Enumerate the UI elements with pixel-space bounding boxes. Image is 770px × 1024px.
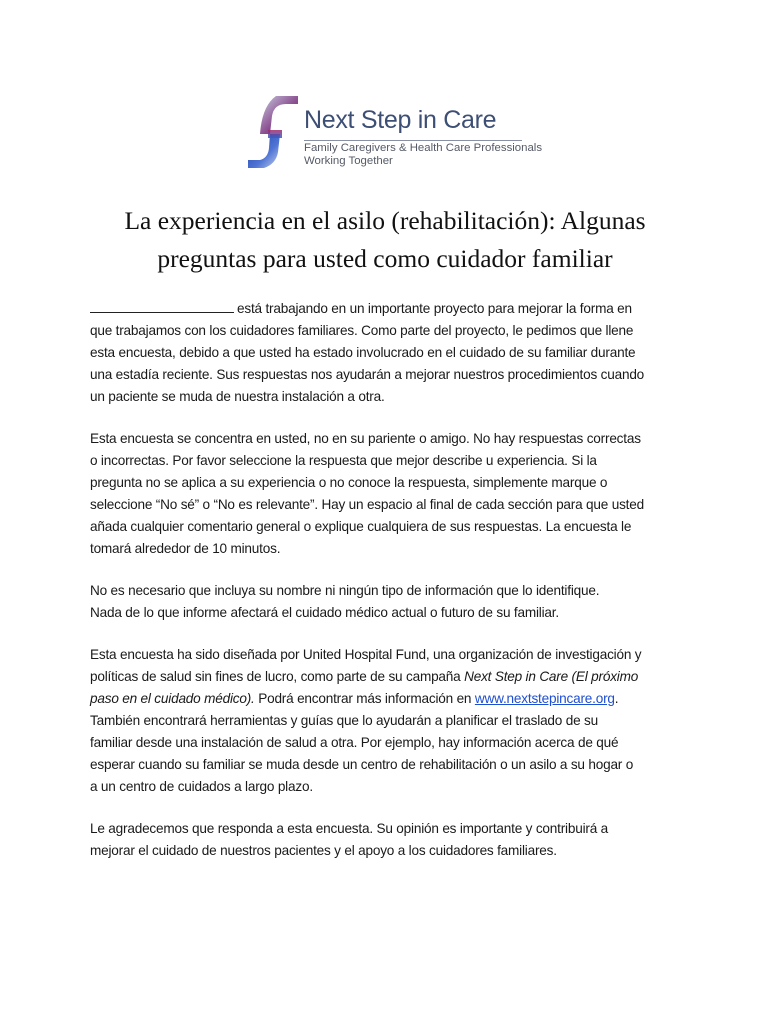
paragraph-line: También encontrará herramientas y guías que lo ayudarán a planificar el traslado de su — [90, 713, 598, 728]
paragraph-line: Le agradecemos que responda a esta encuesta. Su opinión es importante y contribuirá a — [90, 821, 609, 836]
paragraph-line: seleccione “No sé” o “No es relevante”. Hay un espacio al final de cada sección para que usted — [90, 497, 644, 512]
paragraph-thanks — [90, 818, 690, 862]
paragraph-text: Podrá encontrar más información en — [254, 691, 475, 706]
logo-tagline-line1: Family Caregivers & Health Care Professionals — [304, 142, 543, 154]
paragraph-line — [90, 666, 690, 688]
paragraph-line: o incorrectas. Por favor seleccione la respuesta que mejor describe u experiencia. Si la — [90, 453, 597, 468]
paragraph-line: añada cualquier comentario general o explique cualquiera de sus respuestas. La encuesta le — [90, 519, 632, 534]
title-line-1: La experiencia en el asilo (rehabilitación): Algunas — [124, 206, 646, 235]
logo-name: Next Step in Care — [304, 106, 497, 134]
logo-divider — [304, 140, 522, 141]
document-body — [90, 298, 690, 882]
logo-mark-icon — [246, 94, 308, 174]
website-link[interactable]: www.nextstepincare.org — [474, 691, 615, 706]
paragraph-line: Esta encuesta se concentra en usted, no en su pariente o amigo. No hay respuestas correctas — [90, 431, 641, 446]
campaign-name: Next Step in Care (El próximo — [464, 669, 639, 684]
document-title — [40, 202, 730, 278]
paragraph-instructions — [90, 428, 690, 560]
paragraph-line: mejorar el cuidado de nuestros pacientes y el apoyo a los cuidadores familiares. — [90, 843, 557, 858]
paragraph-intro — [90, 298, 690, 408]
paragraph-line: Esta encuesta ha sido diseñada por United Hospital Fund, una organización de investigación y — [90, 647, 642, 662]
paragraph-line — [90, 298, 690, 320]
next-step-in-care-logo — [246, 94, 543, 174]
title-line-2: preguntas para usted como cuidador familiar — [157, 244, 613, 273]
paragraph-line: No es necesario que incluya su nombre ni ningún tipo de información que lo identifique. — [90, 583, 600, 598]
paragraph-text: . — [614, 691, 619, 706]
paragraph-line — [90, 688, 690, 710]
fill-in-blank[interactable] — [90, 300, 234, 313]
paragraph-line: un paciente se muda de nuestra instalación a otra. — [90, 389, 385, 404]
paragraph-text: políticas de salud sin fines de lucro, como parte de su campaña — [90, 669, 465, 684]
paragraph-line: esta encuesta, debido a que usted ha estado involucrado en el cuidado de su familiar durante — [90, 345, 636, 360]
paragraph-text: está trabajando en un importante proyecto para mejorar la forma en — [237, 301, 632, 316]
paragraph-about — [90, 644, 690, 798]
paragraph-line: Nada de lo que informe afectará el cuidado médico actual o futuro de su familiar. — [90, 605, 559, 620]
paragraph-line: a un centro de cuidados a largo plazo. — [90, 779, 313, 794]
paragraph-line: que trabajamos con los cuidadores familiares. Como parte del proyecto, le pedimos que llene — [90, 323, 634, 338]
paragraph-line: esperar cuando su familiar se muda desde un centro de rehabilitación o un asilo a su hogar o — [90, 757, 634, 772]
paragraph-line: familiar desde una instalación de salud a otra. Por ejemplo, hay información acerca de qué — [90, 735, 619, 750]
logo-tagline — [304, 142, 542, 168]
paragraph-privacy — [90, 580, 690, 624]
paragraph-line: pregunta no se aplica a su experiencia o no conoce la respuesta, simplemente marque o — [90, 475, 608, 490]
paragraph-line: tomará alrededor de 10 minutos. — [90, 541, 281, 556]
paragraph-line: una estadía reciente. Sus respuestas nos ayudarán a mejorar nuestros procedimientos cuando — [90, 367, 645, 382]
logo-tagline-line2: Working Together — [304, 155, 393, 167]
campaign-name-cont: paso en el cuidado médico). — [90, 691, 255, 706]
